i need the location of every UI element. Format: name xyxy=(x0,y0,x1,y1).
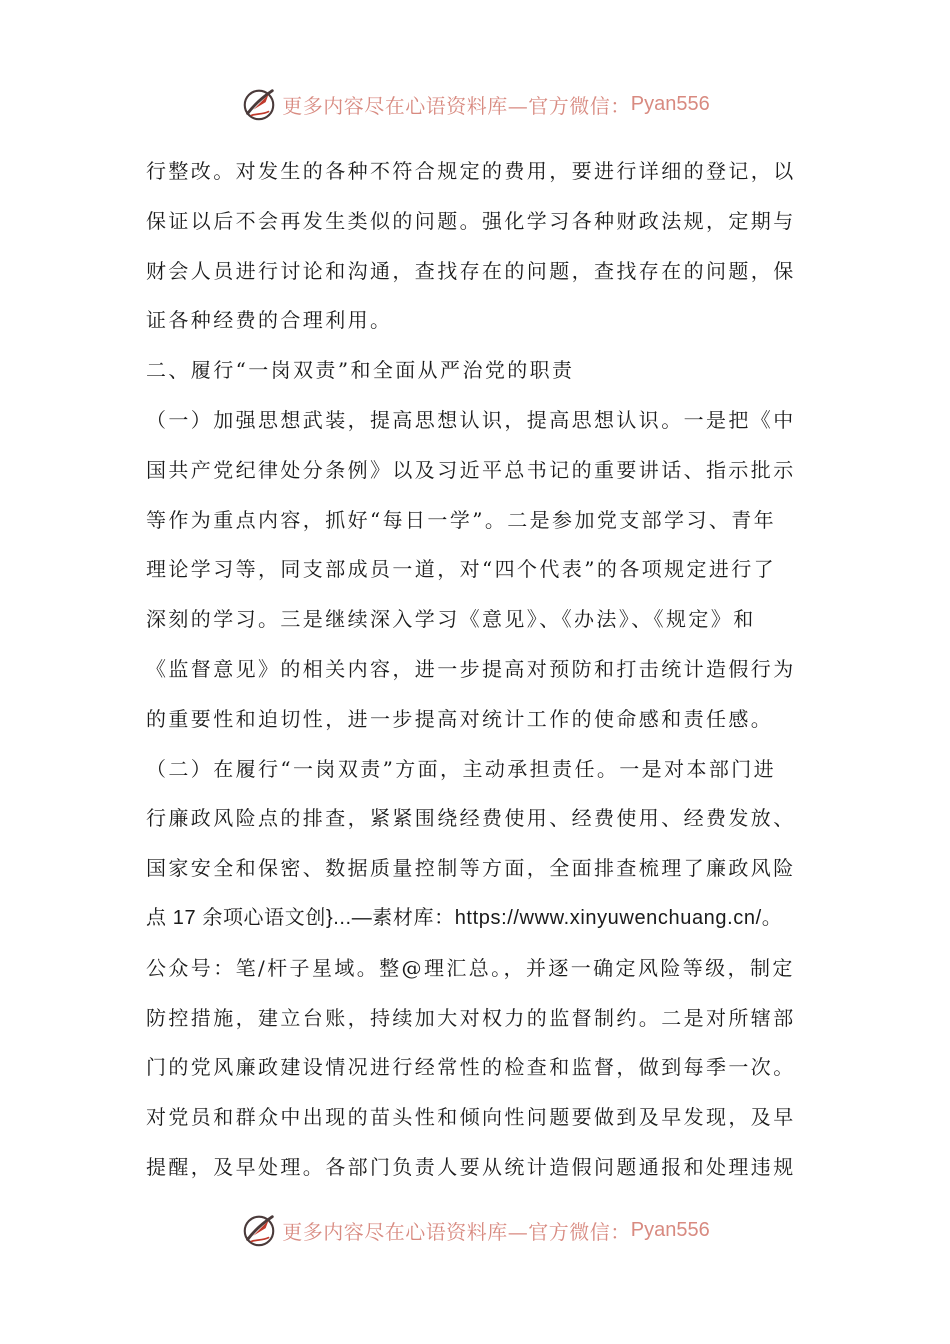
body-line-15: 国家安全和保密、数据质量控制等方面，全面排查梳理了廉政风险 xyxy=(146,856,796,881)
footer-banner-text: 更多内容尽在心语资料库—官方微信： xyxy=(282,1219,631,1244)
header-banner xyxy=(0,82,950,126)
footer-banner xyxy=(0,1208,950,1252)
header-banner-text: 更多内容尽在心语资料库—官方微信： xyxy=(282,93,631,118)
body-line-17: 公众号：笔/杆子星域。整@理汇总。，并逐一确定风险等级，制定 xyxy=(146,955,795,980)
logo-icon xyxy=(240,85,278,123)
document-body xyxy=(146,147,808,1193)
body-line-11: 《监督意见》的相关内容，进一步提高对预防和打击统计造假行为 xyxy=(146,656,796,681)
body-line-16: 点 17 余项心语文创}...—素材库：https://www.xinyuwenchuang.cn/。 xyxy=(146,906,783,929)
body-line-13: （二）在履行“一岗双责”方面，主动承担责任。一是对本部门进 xyxy=(146,756,777,781)
body-line-7: 国共产党纪律处分条例》以及习近平总书记的重要讲话、指示批示 xyxy=(146,457,796,482)
body-line-8: 等作为重点内容，抓好“每日一学”。二是参加党支部学习、青年 xyxy=(146,507,777,532)
body-line-2: 保证以后不会再发生类似的问题。强化学习各种财政法规，定期与 xyxy=(146,208,796,233)
body-line-3: 财会人员进行讨论和沟通，查找存在的问题，查找存在的问题，保 xyxy=(146,258,796,283)
body-line-4: 证各种经费的合理利用。 xyxy=(146,308,393,333)
body-line-6: （一）加强思想武装，提高思想认识，提高思想认识。一是把《中 xyxy=(146,407,796,432)
body-line-1: 行整改。对发生的各种不符合规定的费用，要进行详细的登记，以 xyxy=(146,159,796,183)
body-line-19: 门的党风廉政建设情况进行经常性的检查和监督，做到每季一次。 xyxy=(146,1055,796,1080)
section-heading-2: 二、履行“一岗双责”和全面从严治党的职责 xyxy=(146,358,575,383)
body-line-20: 对党员和群众中出现的苗头性和倾向性问题要做到及早发现，及早 xyxy=(146,1105,796,1130)
logo-icon xyxy=(240,1211,278,1249)
body-line-18: 防控措施，建立台账，持续加大对权力的监督制约。二是对所辖部 xyxy=(146,1005,796,1030)
body-line-9: 理论学习等，同支部成员一道，对“四个代表”的各项规定进行了 xyxy=(146,557,777,582)
body-line-10: 深刻的学习。三是继续深入学习《意见》、《办法》、《规定》和 xyxy=(146,607,756,632)
header-banner-wechat: Pyan556 xyxy=(630,92,710,115)
body-line-21: 提醒，及早处理。各部门负责人要从统计造假问题通报和处理违规 xyxy=(146,1154,796,1179)
body-line-12: 的重要性和迫切性，进一步提高对统计工作的使命感和责任感。 xyxy=(146,706,774,731)
footer-banner-wechat: Pyan556 xyxy=(630,1218,710,1241)
body-line-14: 行廉政风险点的排查，紧紧围绕经费使用、经费使用、经费发放、 xyxy=(146,806,796,831)
